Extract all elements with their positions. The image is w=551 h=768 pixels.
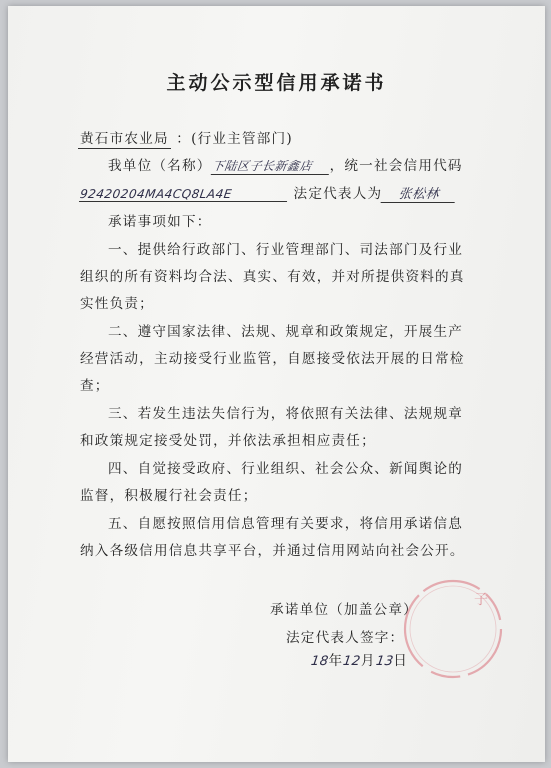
date-day: 13 (374, 654, 395, 669)
credit-code-handwritten: 92420204MA4CQ8LA4E (79, 187, 289, 202)
date-year: 18 (309, 654, 330, 669)
signature-rep-label: 法定代表人签字： (286, 630, 405, 646)
signature-date (311, 649, 408, 669)
unit-name-handwritten: 下陆区子长新鑫店 (210, 157, 331, 175)
item5-line1: 五、自愿按照信用信息管理有关要求，将信用承诺信息 (108, 516, 464, 532)
item4-line1: 四、自觉接受政府、行业组织、社会公众、新闻舆论的 (108, 461, 464, 477)
item1-line2: 组织的所有资料均合法、真实、有效，并对所提供资料的真 (80, 269, 465, 285)
department-name: 黄石市农业局 (78, 127, 171, 149)
item4-line2: 监督，积极履行社会责任； (80, 488, 258, 504)
item2-line1: 二、遵守国家法律、法规、规章和政策规定，开展生产 (108, 324, 464, 340)
credit-code-line (80, 182, 456, 203)
unit-middle: ，统一社会信用代码 (329, 158, 463, 174)
item1-line3: 实性负责； (80, 296, 154, 312)
date-year-unit: 年 (328, 653, 344, 669)
unit-line (108, 154, 463, 175)
item1-line1: 一、提供给行政部门、行业管理部门、司法部门及行业 (108, 242, 464, 258)
department-suffix: ：(行业主管部门) (170, 131, 293, 147)
item2-line2: 经营活动，主动接受行业监管，自愿接受依法开展的日常检 (80, 351, 465, 367)
item3-line2: 和政策规定接受处罚，并依法承担相应责任； (80, 433, 376, 449)
document-title: 主动公示型信用承诺书 (166, 72, 387, 94)
unit-prefix: 我单位（名称） (108, 158, 212, 174)
seal-text-fragment: 子 (474, 592, 488, 608)
item3-line1: 三、若发生违法失信行为，将依照有关法律、法规规章 (108, 406, 464, 422)
legal-rep-handwritten: 张松林 (381, 183, 458, 203)
item2-line3: 查； (80, 378, 110, 394)
date-month-unit: 月 (360, 653, 376, 669)
date-day-unit: 日 (393, 653, 409, 669)
department-line (78, 127, 293, 149)
official-seal-stamp (400, 576, 506, 682)
signature-unit-label: 承诺单位（加盖公章） (270, 602, 418, 618)
date-month: 12 (342, 654, 362, 669)
credit-code-middle: 法定代表人为 (288, 186, 383, 202)
document-page (8, 6, 545, 762)
item5-line2: 纳入各级信用信息共享平台，并通过信用网站向社会公开。 (80, 543, 465, 559)
items-intro: 承诺事项如下： (108, 214, 212, 230)
